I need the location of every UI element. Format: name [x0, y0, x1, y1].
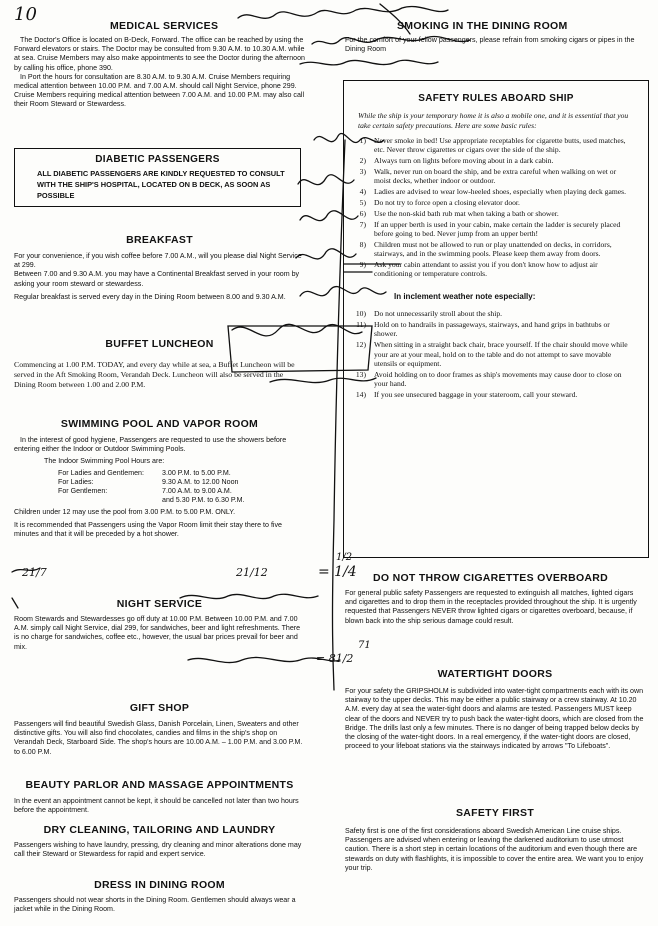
- pool-text-3: It is recommended that Passengers using the Vapor Room limit their stay there to five minutes and that it will be preceded by a hot shower.: [14, 520, 282, 538]
- pool-text-2: Children under 12 may use the pool from 3.00 P.M. to 5.00 P.M. ONLY.: [14, 508, 236, 517]
- signature-scribble-icon: [188, 657, 340, 662]
- pool-hours-who: For Gentlemen:: [58, 487, 108, 496]
- handwritten-note-e: 71: [358, 640, 371, 651]
- buffet-text: Commencing at 1.00 P.M. TODAY, and every day while at sea, a Buffet Luncheon will be served in the Aft Smoking Room, Verandah Deck. Luncheon will also be served in the Dining Room between 1.00 and 2.00 P.M.: [14, 360, 295, 389]
- handwritten-note-d: 1/2: [336, 552, 353, 563]
- signature-scribble-icon: [300, 211, 358, 221]
- strike-line-icon: [12, 568, 40, 572]
- safety-rule-number: 2): [359, 156, 366, 166]
- safety-first-heading: SAFETY FIRST: [455, 807, 535, 819]
- weather-rule-text: If you see unsecured baggage in your stateroom, call your steward.: [374, 389, 578, 399]
- safety-rule-number: 1): [359, 136, 366, 146]
- watertight-heading: WATERTIGHT DOORS: [437, 668, 553, 680]
- safety-rule-number: 8): [359, 239, 366, 249]
- beauty-heading: BEAUTY PARLOR AND MASSAGE APPOINTMENTS: [25, 779, 294, 791]
- dry-cleaning-text: Passengers wishing to have laundry, pressing, dry cleaning and minor alterations done may call their Steward or Stewardess for rapid and expert service.: [14, 841, 302, 859]
- strike-line-icon: [12, 598, 18, 608]
- weather-rule-text: Avoid holding on to door frames as ship's movements may cause door to close on your hand.: [374, 369, 622, 388]
- dry-cleaning-heading: DRY CLEANING, TAILORING AND LAUNDRY: [43, 824, 276, 836]
- safety-rule-text: Use the non-skid bath rub mat when taking a bath or shower.: [374, 208, 559, 218]
- pool-hours-time: 7.00 A.M. to 9.00 A.M.: [162, 487, 232, 496]
- pool-heading: SWIMMING POOL AND VAPOR ROOM: [60, 418, 259, 430]
- safety-rule-number: 9): [359, 259, 366, 269]
- safety-rule-text: Never smoke in bed! Use appropriate receptables for cigarette butts, used matches, etc. Never throw cigarettes or cigars over the side of the ship.: [374, 136, 626, 155]
- medical-services-text-2: In Port the hours for consultation are 8.30 A.M. to 9.30 A.M. Cruise Members requiring medical attention between 10.00 P.M. and 7.00 A.M. should call Night Service, phone 299. Cruise Members requiring medical attention between 7.00 A.M. and 10.00 P.M. may also call their Room Steward or Stewardess.: [14, 72, 305, 109]
- weather-rule-number: 10): [355, 309, 366, 319]
- cigarettes-text: For general public safety Passengers are requested to extinguish all matches, lighted cigars and cigarettes and to drop them in the receptacles provided throughout the ship. It is urgently requested that Passengers NEVER throw lighted cigars or cigarettes overboard, because, if blown back into the ship serious damage could result.: [345, 589, 637, 625]
- diabetic-text: ALL DIABETIC PASSENGERS ARE KINDLY REQUESTED TO CONSULT WITH THE SHIP'S HOSPITAL, LOCATED ON B DECK, AS SOON AS POSSIBLE: [37, 169, 285, 200]
- safety-rule-text: If an upper berth is used in your cabin, make certain the ladder is securely placed before going to bed. Never jump from an upper berth!: [374, 219, 621, 238]
- watertight-text: For your safety the GRIPSHOLM is subdivided into water-tight compartments each with its own stairway to the upper decks. This may be either a public stairway or a crew stairway. At 10.20 A.M. every day at sea the water-tight doors and alarms are tested. Passengers MUST keep clear of the doors and NEVER try to push back the water-tight doors, which are closed from the Bridge. The drills last only a few minutes. There is no danger of being trapped below decks by the closing of the water-tight doors. In a real emergency, if the water-tight doors are closed, proceed to your lifeboat stations via the stairways indicated by arrows "To Lifeboats".: [345, 687, 644, 751]
- handwritten-note-b: 21/12: [236, 566, 268, 579]
- safety-rule-text: Always turn on lights before moving about in a dark cabin.: [374, 156, 554, 166]
- weather-rule-number: 11): [356, 320, 366, 330]
- safety-rule-number: 6): [359, 208, 366, 218]
- dress-text: Passengers should not wear shorts in the Dining Room. Gentlemen should always wear a jacket while in the Dining Room.: [14, 896, 296, 914]
- breakfast-text-2: Between 7.00 and 9.30 A.M. you may have a Continental Breakfast served in your room by asking your room steward or stewardess.: [14, 270, 300, 288]
- night-service-heading: NIGHT SERVICE: [116, 598, 203, 610]
- safety-rule-number: 7): [359, 219, 366, 229]
- inclement-weather-heading: In inclement weather note especially:: [394, 292, 536, 302]
- weather-rule-text: Hold on to handrails in passageways, stairways, and hand grips in bathtubs or shower.: [374, 320, 610, 339]
- safety-rule-text: Do not try to force open a closing elevator door.: [374, 197, 520, 207]
- breakfast-heading: BREAKFAST: [126, 234, 193, 246]
- weather-rule-number: 14): [355, 389, 366, 399]
- dress-heading: DRESS IN DINING ROOM: [94, 879, 225, 891]
- safety-rule-number: 3): [359, 167, 366, 177]
- pool-text-1: In the interest of good hygiene, Passengers are requested to use the showers before entering either the Indoor or Outdoor Swimming Pools.: [14, 436, 287, 454]
- strike-line-icon: [380, 4, 410, 34]
- margin-line-icon: [333, 140, 346, 690]
- safety-first-text: Safety first is one of the first considerations aboard Swedish American Line cruise ships. Passengers are advised when entering or leaving the darkened auditorium to use utmost caution. There is a short step in certain locations of the auditorium and even though there are stewards on duty with flashlights, it is impossible to cover the entire area. We want you to enjoy your trip.: [345, 827, 644, 872]
- weather-rule-number: 13): [355, 369, 366, 379]
- cigarettes-heading: DO NOT THROW CIGARETTES OVERBOARD: [373, 572, 609, 584]
- beauty-text: In the event an appointment cannot be kept, it should be cancelled not later than two hours before the appointment.: [14, 797, 299, 815]
- signature-scribble-icon: [312, 36, 470, 44]
- medical-services-text-1: The Doctor's Office is located on B-Deck, Forward. The office can be reached by using the Forward elevators or stairs. The Doctor may be consulted from 9.30 A.M. to 10.30 A.M. while at sea. Cruise Members may also make appointments to see the Doctor during the afternoon by calling his office, phone 390.: [14, 36, 305, 72]
- medical-services-heading: MEDICAL SERVICES: [110, 20, 219, 32]
- safety-rule-text: Ladies are advised to wear low-heeled shoes, especially when playing deck games.: [374, 187, 626, 197]
- signature-scribble-icon: [314, 134, 384, 143]
- signature-scribble-icon: [180, 594, 318, 598]
- weather-rule-text: When sitting in a straight back chair, brace yourself. If the chair should move while your are at your meal, hold on to the table and do not attempt to save movable utensils or equipment.: [374, 340, 628, 368]
- breakfast-text-3: Regular breakfast is served every day in the Dining Room between 8.00 and 9.30 A.M.: [14, 292, 286, 301]
- safety-rule-text: Ask your cabin attendant to assist you if you don't know how to adjust air conditioning or temperature controls.: [374, 259, 598, 279]
- pool-hours-time: 9.30 A.M. to 12.00 Noon: [162, 477, 239, 486]
- breakfast-text-1: For your convenience, if you wish coffee before 7.00 A.M., will you please dial Night Service at 299.: [14, 252, 302, 270]
- handwritten-note-a: 21/7: [22, 566, 47, 579]
- gift-shop-heading: GIFT SHOP: [129, 702, 190, 714]
- signature-scribble-icon: [300, 287, 386, 296]
- pool-hours-title: The Indoor Swimming Pool Hours are:: [44, 457, 165, 466]
- gift-shop-text: Passengers will find beautiful Swedish Glass, Danish Porcelain, Linen, Sweaters and other distinctive gifts. You will also find chocolates, candies and films in the ship's shop on Verandah Deck, Starboard Side. The shop's hours are 10.00 A.M. – 1.00 P.M. and 3.00 P.M. to 6.00 P.M.: [14, 720, 303, 756]
- safety-rule-text: Children must not be allowed to run or play unattended on decks, in corridors, stairways, and in the swimming pools. Please keep them away from doors.: [374, 239, 612, 258]
- signature-scribble-icon: [300, 60, 438, 65]
- safety-rule-number: 5): [359, 197, 366, 207]
- signature-scribble-icon: [296, 249, 356, 259]
- smoking-heading: SMOKING IN THE DINING ROOM: [397, 20, 568, 32]
- night-service-text: Room Stewards and Stewardesses go off duty at 10.00 P.M. Between 10.00 P.M. and 7.00 A.M. simply call Night Service, dial 299, for sandwiches, beer and light refreshments. There is no charge for sandwiches, coffee etc., however, the usual bar prices prevail for beer and mix.: [14, 615, 301, 651]
- page-number: 10: [14, 4, 37, 25]
- signature-scribble-icon: [298, 175, 354, 185]
- pool-hours-time: and 5.30 P.M. to 6.30 P.M.: [162, 496, 245, 505]
- buffet-heading: BUFFET LUNCHEON: [105, 338, 214, 350]
- pool-hours-time: 3.00 P.M. to 5.00 P.M.: [162, 468, 231, 477]
- smoking-text: For the comfort of your fellow passengers, please refrain from smoking cigars or pipes in the Dining Room: [345, 36, 635, 54]
- safety-rule-text: Walk, never run on board the ship, and be extra careful when walking on wet or moist decks, whether indoor or outdoor.: [374, 167, 617, 186]
- diabetic-heading: DIABETIC PASSENGERS: [95, 154, 220, 165]
- handwritten-note-f: = 81/2: [316, 652, 354, 665]
- handwritten-note-c: = 1/4: [318, 564, 357, 580]
- pool-hours-who: For Ladies and Gentlemen:: [58, 468, 144, 477]
- weather-rule-text: Do not unnecessarily stroll about the ship.: [374, 309, 503, 319]
- safety-rules-intro: While the ship is your temporary home it is also a mobile one, and it is essential that you take certain safety precautions. Here are some basic rules:: [358, 111, 629, 130]
- safety-rule-number: 4): [359, 187, 366, 197]
- signature-scribble-icon: [238, 6, 448, 18]
- strike-line-icon: [270, 378, 376, 383]
- safety-rules-heading: SAFETY RULES ABOARD SHIP: [418, 93, 574, 104]
- pool-hours-who: For Ladies:: [58, 477, 94, 486]
- weather-rule-number: 12): [355, 340, 366, 350]
